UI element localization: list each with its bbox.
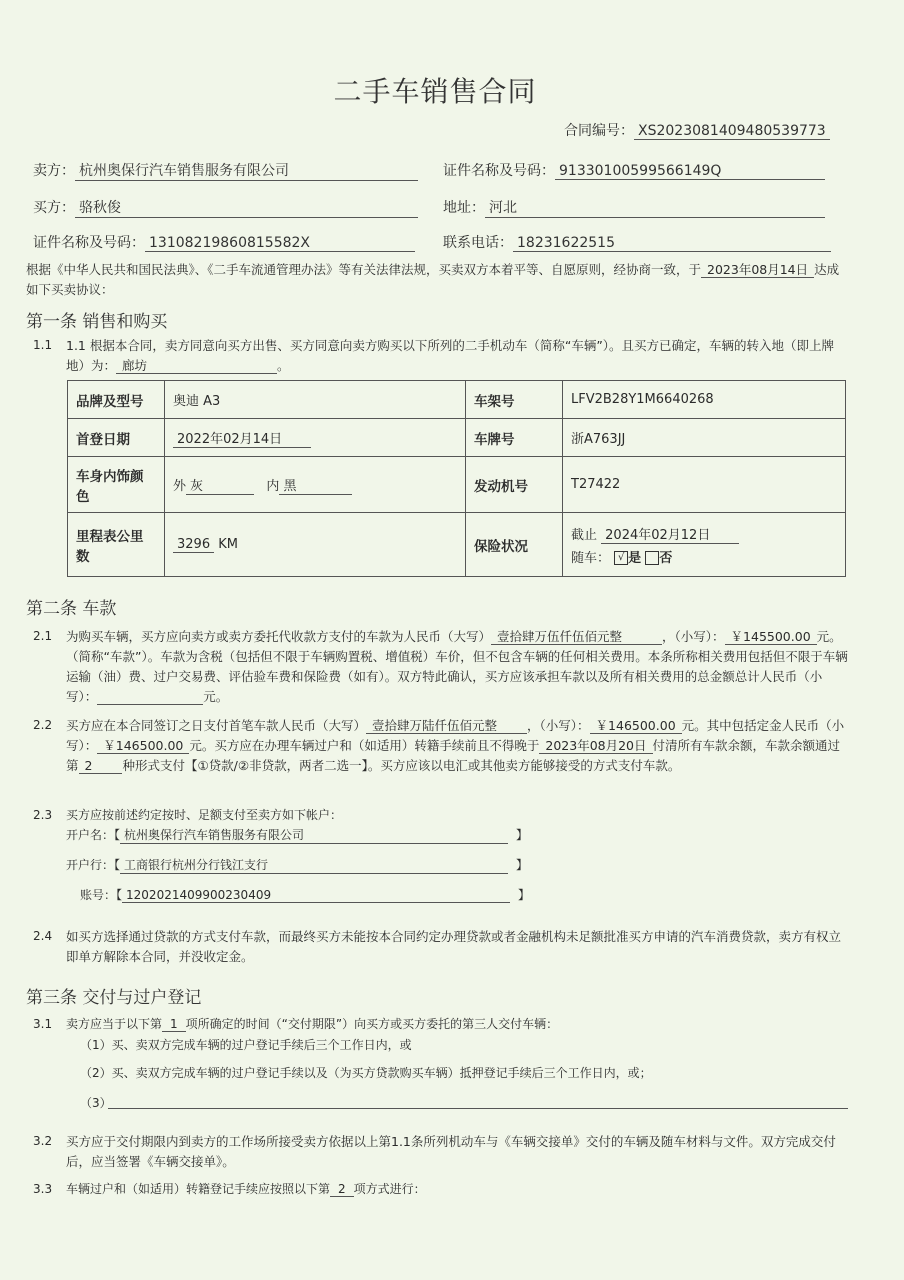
clause-2-2-text-f: 种形式支付【①贷款/②非贷款，两者二选一】。买方应该以电汇或其他卖方能够接受的方式支付车款。 (122, 758, 681, 773)
delivery-option-3: （3） (80, 1096, 112, 1110)
insurance-with-row (571, 547, 837, 566)
account-holder-row (66, 826, 528, 844)
clause-2-3-text: 买方应按前述约定按时、足额支付至卖方如下帐户： (66, 808, 343, 822)
clause-3-3-text-b: 项方式进行： (353, 1182, 426, 1196)
brand-value: 奥迪 A3 (165, 381, 466, 419)
seller-row (33, 160, 418, 181)
bank-label: 开户行： (66, 858, 115, 872)
clause-3-1-text (66, 1015, 558, 1032)
clause-3-3-text (66, 1180, 426, 1197)
insurance-yes-label: 是 (628, 550, 642, 566)
color-label: 车身内饰颜色 (68, 457, 165, 513)
seller-id-row (443, 160, 825, 180)
total-amount-blank (97, 689, 203, 705)
clause-2-4-text: 如买方选择通过贷款的方式支付车款，而最终买方未能按本合同约定办理贷款或者金融机构未足额批准买方申请的汽车消费贷款，卖方有权立即单方解除本合同，并没收定金。 (66, 929, 842, 964)
account-holder-bracket-right: 】 (516, 828, 529, 842)
clause-2-1-text-a: 为购买车辆，买方应向卖方或卖方委托代收款方支付的车款为人民币（大写） (66, 629, 492, 644)
mileage-label: 里程表公里数 (68, 513, 165, 577)
vin-label: 车架号 (466, 381, 563, 419)
clause-2-2-text-d: 元。买方应在办理车辆过户和（如适用）转籍手续前且不得晚于 (189, 738, 540, 753)
balance-due-date: 2023年08月20日 (539, 738, 652, 754)
clause-2-2-text-c: 元。其中包括定金人民币（小写）： (66, 718, 845, 753)
seller-id-value: 91330100599566149Q (555, 163, 825, 180)
inner-color-label: 内 (266, 478, 280, 494)
price-lowercase: ￥145500.00 (725, 629, 817, 645)
intro-text: 根据《中华人民共和国民法典》、《二手车流通管理办法》等有关法律法规，买卖双方本着平等、自愿原则，经协商一致，于 (26, 262, 702, 277)
delivery-option-3-blank (108, 1108, 848, 1109)
clause-2-1-text-b: ，（小写）： (662, 629, 725, 644)
delivery-option-1: （1）买、卖双方完成车辆的过户登记手续后三个工作日内，或 (80, 1038, 412, 1052)
account-number-value: 1202021409900230409 (122, 888, 510, 903)
account-number-row (80, 886, 530, 903)
clause-3-2-text: 买方应于交付期限内到卖方的工作场所接受卖方依据以上第1.1条所列机动车与《车辆交接单》交付的车辆及随车材料与文件。双方完成交付后，应当签署《车辆交接单》。 (66, 1134, 836, 1169)
clause-1-1-text: 1.1 根据本合同，卖方同意向买方出售、买方同意向卖方购买以下所列的二手机动车（简称“车辆”）。且买方已确定，车辆的转入地（即上牌地）为： (66, 338, 835, 373)
article-1-title: 第一条 销售和购买 (26, 312, 168, 332)
address-label: 地址： (443, 200, 485, 216)
address-value: 河北 (485, 197, 825, 218)
clause-2-3-number: 2.3 (33, 808, 53, 822)
bank-bracket-right: 】 (516, 858, 529, 872)
phone-label: 联系电话： (443, 235, 513, 251)
mileage-unit: KM (218, 536, 238, 552)
account-number-label: 账号： (80, 888, 117, 902)
insurance-until-value: 2024年02月12日 (601, 524, 739, 544)
buyer-id-value: 13108219860815582X (145, 235, 415, 252)
clause-3-3-number: 3.3 (33, 1182, 53, 1196)
reg-date-cell (165, 419, 466, 457)
mileage-value: 3296 (173, 537, 214, 553)
clause-1-1-end: 。 (277, 358, 290, 373)
bank-row (66, 856, 528, 874)
intro-date: 2023年08月14日 (701, 262, 814, 278)
transfer-place: 廊坊 (116, 358, 277, 374)
clause-3-3-text-a: 车辆过户和（如适用）转籍登记手续应按照以下第 (66, 1182, 331, 1196)
insurance-until-label: 截止 (571, 527, 598, 543)
seller-id-label: 证件名称及号码： (443, 163, 555, 179)
clause-2-1-text-d: 元。 (203, 689, 229, 704)
contract-number-value: XS2023081409480539773 (634, 123, 830, 140)
engine-value: T27422 (563, 457, 846, 513)
seller-label: 卖方： (33, 163, 75, 179)
brand-label: 品牌及型号 (68, 381, 165, 419)
clause-2-1 (66, 627, 848, 707)
plate-value: 浙A763JJ (563, 419, 846, 457)
first-payment-lowercase: ￥146500.00 (590, 718, 682, 734)
article-2-title: 第二条 车款 (26, 599, 117, 619)
plate-label: 车牌号 (466, 419, 563, 457)
account-holder-label: 开户名： (66, 828, 115, 842)
clause-2-2-text-b: ，（小写）： (527, 718, 590, 733)
engine-label: 发动机号 (466, 457, 563, 513)
insurance-cell (563, 513, 846, 577)
clause-3-1-text-a: 卖方应当于以下第 (66, 1017, 163, 1031)
insurance-with-label: 随车： (571, 550, 611, 566)
buyer-row (33, 197, 418, 218)
buyer-id-row (33, 232, 415, 252)
seller-value: 杭州奥保行汽车销售服务有限公司 (75, 160, 418, 181)
contract-number (564, 120, 830, 140)
clause-3-1-number: 3.1 (33, 1017, 53, 1031)
phone-value: 18231622515 (513, 235, 831, 252)
account-number-bracket-right: 】 (518, 888, 531, 902)
clause-2-1-number: 2.1 (33, 629, 53, 643)
insurance-no-label: 否 (659, 550, 673, 566)
insurance-yes-checkbox[interactable]: √ (614, 551, 628, 565)
delivery-option: 1 (162, 1017, 186, 1032)
reg-date-value: 2022年02月14日 (173, 428, 311, 448)
mileage-cell (165, 513, 466, 577)
intro-paragraph (26, 260, 851, 300)
clause-3-2-number: 3.2 (33, 1134, 53, 1148)
first-payment-uppercase: 壹拾肆万陆仟伍佰元整 (366, 718, 527, 734)
outer-color-value: 灰 (186, 475, 254, 495)
bank-value: 工商银行杭州分行钱江支行 (120, 856, 508, 874)
vehicle-table (67, 380, 846, 577)
intro-tail: 达成如下买卖协议： (26, 262, 840, 297)
document-title: 二手车销售合同 (333, 75, 537, 108)
insurance-until-row (571, 524, 837, 544)
article-3-title: 第三条 交付与过户登记 (26, 988, 202, 1008)
reg-date-label: 首登日期 (68, 419, 165, 457)
clause-2-4-number: 2.4 (33, 929, 53, 943)
outer-color-label: 外 (173, 478, 187, 494)
contract-number-label: 合同编号： (564, 123, 634, 139)
clause-1-1 (66, 336, 846, 376)
clause-2-1-text-c: 元。（简称“车款”）。车款为含税（包括但不限于车辆购置税、增值税）车价，但不包含车辆的任何相关费用。本条所称相关费用包括但不限于车辆运输（油）费、过户交易费、评估验车费和保险费（如有）。双方特此确认，买方应该承担车款以及所有相关费用的总金额总计人民币（小写）： (66, 629, 848, 704)
buyer-value: 骆秋俊 (75, 197, 418, 218)
clause-2-2-text-a: 买方应在本合同签订之日支付首笔车款人民币（大写） (66, 718, 367, 733)
clause-1-1-number: 1.1 (33, 338, 53, 352)
phone-row (443, 232, 831, 252)
clause-3-1-text-b: 项所确定的时间（“交付期限”）向买方或买方委托的第三人交付车辆： (185, 1017, 559, 1031)
inner-color-value: 黑 (279, 475, 352, 495)
deposit-amount: ￥146500.00 (97, 738, 189, 754)
account-holder-value: 杭州奥保行汽车销售服务有限公司 (120, 826, 508, 844)
buyer-id-label: 证件名称及号码： (33, 235, 145, 251)
clause-2-2-number: 2.2 (33, 718, 53, 732)
vin-value: LFV2B28Y1M6640268 (563, 381, 846, 419)
address-row (443, 197, 825, 218)
account-number-bracket-left: 【 (116, 888, 123, 902)
delivery-option-2: （2）买、卖双方完成车辆的过户登记手续以及（为买方贷款购买车辆）抵押登记手续后三个工作日内，或； (80, 1066, 652, 1080)
insurance-no-checkbox[interactable] (645, 551, 659, 565)
price-uppercase: 壹拾肆万伍仟伍佰元整 (491, 629, 662, 645)
account-holder-bracket-left: 【 (114, 828, 121, 842)
bank-bracket-left: 【 (114, 858, 121, 872)
clause-2-2 (66, 716, 848, 776)
buyer-label: 买方： (33, 200, 75, 216)
insurance-label: 保险状况 (466, 513, 563, 577)
transfer-option: 2 (330, 1182, 354, 1197)
color-cell (165, 457, 466, 513)
payment-method: 2 (79, 758, 123, 774)
clause-2-2-text-e: 付清所有车款余额，车款余额通过第 (66, 738, 841, 773)
